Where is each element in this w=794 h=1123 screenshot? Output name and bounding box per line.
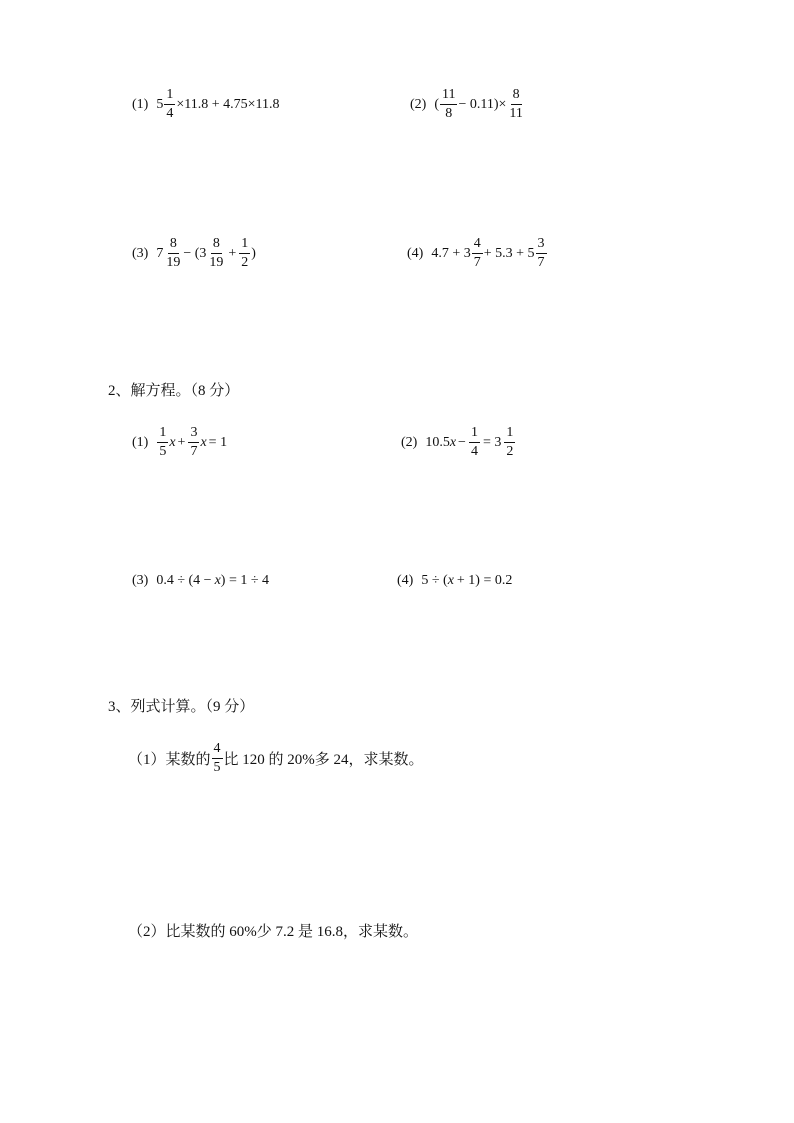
problem-1-4: (4) 4.7 + 3 $\frac{4}{7}$ + 5.3 + 5 $\frac{3}{7}$ [407,236,545,270]
fraction: $\frac{1}{5}$ [159,425,167,459]
problem-1-1: (1) 5 $\frac{1}{4}$ ×11.8 + 4.75×11.8 [132,87,280,121]
fraction: $\frac{1}{4}$ [166,87,174,121]
equation-2-3: (3) 0.4 ÷ (4 − x ) = 1 ÷ 4 [132,573,270,588]
word-problem-2: （2）比某数的 60%少 7.2 是 16.8，求某数。 [128,924,418,940]
problem-1-2: (2) ( $\frac{11}{8}$ − 0.11)× $\frac{8}{11}$ [410,87,523,121]
fraction: $\frac{1}{2}$ [506,425,514,459]
word-problem-1: （1）某数的 $\frac{4}{5}$ 比 120 的 20%多 24，求某数。 [128,741,424,775]
problem-1-3: (3) 7 $\frac{8}{19}$ − (3 $\frac{8}{19}$ + $\frac{1}{2}$ ) [132,236,256,270]
fraction: $\frac{11}{8}$ [442,87,456,121]
fraction: $\frac{4}{5}$ [213,741,221,775]
fraction: $\frac{3}{7}$ [190,425,198,459]
fraction: $\frac{8}{19}$ [166,236,181,270]
equation-2-2: (2) 10.5 x − $\frac{1}{4}$ = 3 $\frac{1}{2}$ [401,425,514,459]
fraction: $\frac{1}{4}$ [470,425,478,459]
equation-2-4: (4) 5 ÷ ( x + 1) = 0.2 [397,573,513,588]
fraction: $\frac{3}{7}$ [537,236,545,270]
fraction: $\frac{8}{11}$ [509,87,523,121]
fraction: $\frac{1}{2}$ [241,236,249,270]
section-2-heading: 2、解方程。（8 分） [108,383,240,399]
section-3-heading: 3、列式计算。（9 分） [108,699,255,715]
fraction: $\frac{8}{19}$ [209,236,224,270]
equation-2-1: (1) $\frac{1}{5}$ x + $\frac{3}{7}$ x = 1 [132,425,228,459]
fraction: $\frac{4}{7}$ [473,236,481,270]
